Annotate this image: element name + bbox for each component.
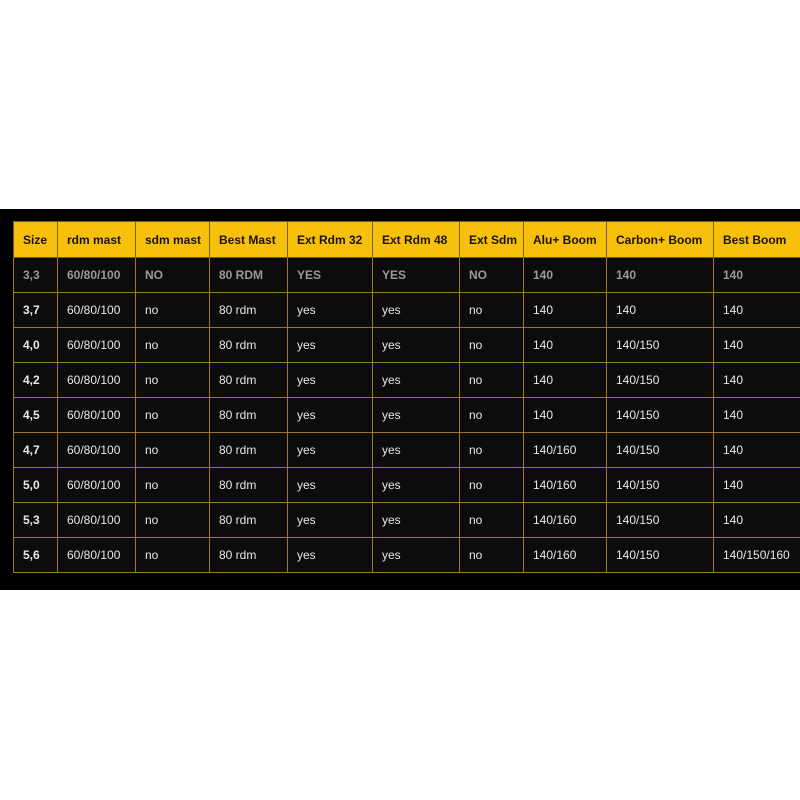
table-cell: 140	[714, 363, 800, 398]
table-cell: 80 rdm	[210, 293, 288, 328]
table-cell: 60/80/100	[58, 503, 136, 538]
table-cell: 140	[524, 258, 607, 293]
table-cell: 140/150	[607, 538, 714, 573]
size-cell: 3,3	[14, 258, 58, 293]
table-cell: yes	[373, 468, 460, 503]
column-header: Ext Rdm 32	[288, 222, 373, 258]
table-cell: 140/160	[524, 538, 607, 573]
table-cell: 80 rdm	[210, 433, 288, 468]
table-cell: yes	[288, 468, 373, 503]
table-cell: no	[136, 328, 210, 363]
column-header: sdm mast	[136, 222, 210, 258]
table-cell: yes	[373, 398, 460, 433]
table-cell: no	[460, 328, 524, 363]
table-cell: NO	[460, 258, 524, 293]
table-cell: yes	[288, 433, 373, 468]
table-cell: 80 rdm	[210, 468, 288, 503]
table-row	[14, 538, 800, 573]
table-cell: no	[460, 503, 524, 538]
column-header: Alu+ Boom	[524, 222, 607, 258]
table-cell: 60/80/100	[58, 363, 136, 398]
size-cell: 5,6	[14, 538, 58, 573]
table-cell: 140	[714, 503, 800, 538]
table-cell: yes	[373, 328, 460, 363]
table-cell: yes	[373, 363, 460, 398]
table-cell: 140	[607, 258, 714, 293]
table-cell: yes	[373, 293, 460, 328]
table-cell: 60/80/100	[58, 468, 136, 503]
size-cell: 4,2	[14, 363, 58, 398]
table-cell: 60/80/100	[58, 328, 136, 363]
table-cell: 140	[714, 293, 800, 328]
table-cell: no	[460, 398, 524, 433]
table-cell: yes	[373, 503, 460, 538]
table-cell: yes	[288, 538, 373, 573]
table-cell: 80 rdm	[210, 398, 288, 433]
header-row	[14, 222, 800, 258]
table-cell: 80 rdm	[210, 328, 288, 363]
table-row	[14, 328, 800, 363]
table-cell: YES	[288, 258, 373, 293]
table-cell: 140	[524, 293, 607, 328]
table-cell: 80 rdm	[210, 538, 288, 573]
table-cell: 140/150	[607, 328, 714, 363]
table-cell: 80 rdm	[210, 503, 288, 538]
table-cell: no	[136, 468, 210, 503]
table-cell: yes	[288, 293, 373, 328]
table-row	[14, 258, 800, 293]
table-cell: 80 rdm	[210, 363, 288, 398]
table-cell: 60/80/100	[58, 398, 136, 433]
table-cell: yes	[373, 433, 460, 468]
size-cell: 5,0	[14, 468, 58, 503]
table-cell: 140/150	[607, 468, 714, 503]
table-row	[14, 363, 800, 398]
table-row	[14, 503, 800, 538]
table-cell: 140	[714, 468, 800, 503]
column-header: Best Mast	[210, 222, 288, 258]
table-cell: NO	[136, 258, 210, 293]
size-cell: 3,7	[14, 293, 58, 328]
table-cell: 140	[524, 363, 607, 398]
size-cell: 4,5	[14, 398, 58, 433]
table-cell: 140	[714, 328, 800, 363]
table-cell: 60/80/100	[58, 293, 136, 328]
table-cell: 140/160	[524, 468, 607, 503]
table-cell: no	[460, 363, 524, 398]
column-header: Size	[14, 222, 58, 258]
table-cell: 60/80/100	[58, 433, 136, 468]
table-cell: 80 RDM	[210, 258, 288, 293]
table-cell: 140	[714, 258, 800, 293]
table-cell: 140/150	[607, 503, 714, 538]
table-cell: no	[136, 398, 210, 433]
table-cell: yes	[288, 328, 373, 363]
table-cell: yes	[288, 503, 373, 538]
table-cell: no	[136, 538, 210, 573]
table-cell: yes	[288, 363, 373, 398]
table-cell: 140	[714, 433, 800, 468]
table-cell: yes	[373, 538, 460, 573]
table-row	[14, 433, 800, 468]
table-cell: 140/150	[607, 363, 714, 398]
table-cell: 140	[524, 328, 607, 363]
table-cell: yes	[288, 398, 373, 433]
table-cell: no	[460, 433, 524, 468]
table-cell: no	[136, 293, 210, 328]
table-row	[14, 398, 800, 433]
table-cell: no	[460, 468, 524, 503]
table-cell: 140	[524, 398, 607, 433]
column-header: Carbon+ Boom	[607, 222, 714, 258]
table-cell: 140	[607, 293, 714, 328]
table-cell: no	[136, 503, 210, 538]
column-header: rdm mast	[58, 222, 136, 258]
table-cell: 140/150	[607, 433, 714, 468]
table-cell: 140/160	[524, 503, 607, 538]
column-header: Best Boom	[714, 222, 800, 258]
table-row	[14, 293, 800, 328]
table-row	[14, 468, 800, 503]
table-cell: no	[136, 363, 210, 398]
table-cell: 140/150/160	[714, 538, 800, 573]
table-cell: 60/80/100	[58, 538, 136, 573]
size-cell: 5,3	[14, 503, 58, 538]
table-cell: 140/160	[524, 433, 607, 468]
table-cell: 140/150	[607, 398, 714, 433]
size-cell: 4,7	[14, 433, 58, 468]
table-cell: 140	[714, 398, 800, 433]
table-cell: no	[460, 293, 524, 328]
table-cell: no	[460, 538, 524, 573]
column-header: Ext Rdm 48	[373, 222, 460, 258]
column-header: Ext Sdm	[460, 222, 524, 258]
size-cell: 4,0	[14, 328, 58, 363]
table-cell: 60/80/100	[58, 258, 136, 293]
table-cell: no	[136, 433, 210, 468]
table-cell: YES	[373, 258, 460, 293]
size-chart-table	[13, 221, 800, 573]
